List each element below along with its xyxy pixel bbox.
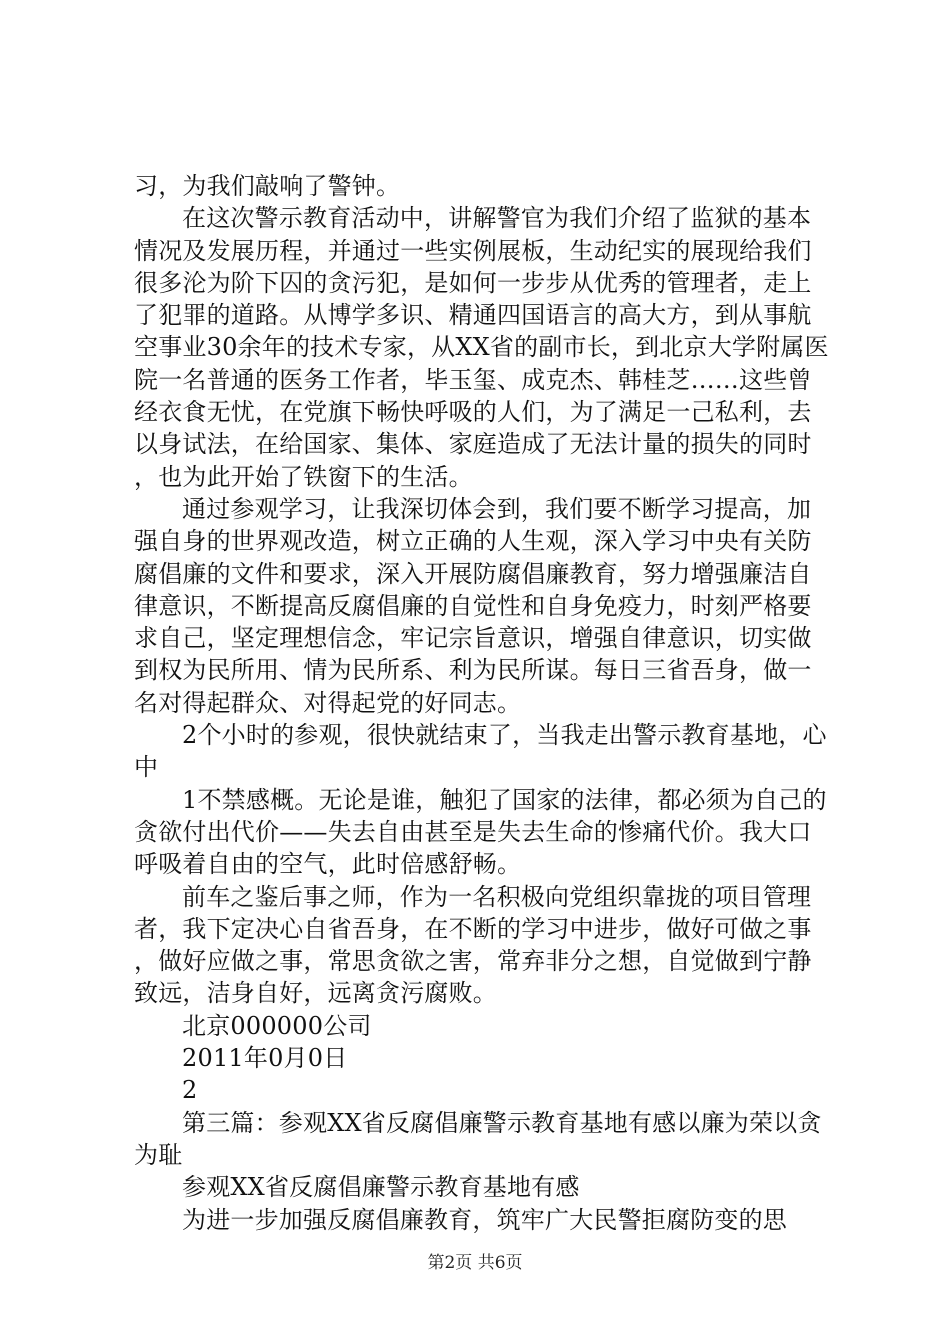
section-number: 2 bbox=[182, 1076, 198, 1105]
paragraph-1: 习，为我们敲响了警钟。 bbox=[134, 172, 401, 200]
section-subheading: 参观XX省反腐倡廉警示教育基地有感 bbox=[182, 1173, 580, 1202]
paragraph-7: 为进一步加强反腐倡廉教育，筑牢广大民警拒腐防变的思 bbox=[182, 1205, 787, 1234]
paragraph-6: 前车之鉴后事之师，作为一名积极向党组织靠拢的项目管理者，我下定决心自省吾身，在不断的学习中进步，做好可做之事，做好应做之事，常思贪欲之害，常弃非分之想，自觉做到宁静致远，洁身自好，远离贪污腐败。 bbox=[134, 882, 812, 1008]
paragraph-3: 通过参观学习，让我深切体会到，我们要不断学习提高，加强自身的世界观改造，树立正确的人生观，深入学习中央有关防腐倡廉的文件和要求，深入开展防腐倡廉教育，努力增强廉洁自律意识，不断提高反腐倡廉的自觉性和自身免疫力，时刻严格要求自己，坚定理想信念，牢记宗旨意识，增强自律意识，切实做到权为民所用、情为民所系、利为民所谋。每日三省吾身，做一名对得起群众、对得起党的好同志。 bbox=[134, 494, 812, 717]
paragraph-2: 在这次警示教育活动中，讲解警官为我们介绍了监狱的基本情况及发展历程，并通过一些实例展板，生动纪实的展现给我们很多沦为阶下囚的贪污犯，是如何一步步从优秀的管理者，走上了犯罪的道路。从博学多识、精通四国语言的高大方，到从事航空事业30余年的技术专家，从XX省的副市长，到北京大学附属医院一名普通的医务工作者，毕玉玺、成克杰、韩桂芝……这些曾经衣食无忧，在党旗下畅快呼吸的人们，为了满足一己私利，去以身试法，在给国家、集体、家庭造成了无法计量的损失的同时，也为此开始了铁窗下的生活。 bbox=[134, 204, 829, 491]
signature-date: 2011年0月0日 bbox=[182, 1044, 348, 1073]
section-heading: 第三篇：参观XX省反腐倡廉警示教育基地有感以廉为荣以贪为耻 bbox=[134, 1108, 822, 1169]
document-body bbox=[134, 170, 834, 1236]
page-footer: 第2页 共6页 bbox=[427, 1253, 523, 1273]
signature-company: 北京000000公司 bbox=[182, 1011, 372, 1040]
paragraph-5: 1不禁感概。无论是谁，触犯了国家的法律，都必须为自己的贪欲付出代价——失去自由甚至是失去生命的惨痛代价。我大口呼吸着自由的空气，此时倍感舒畅。 bbox=[134, 785, 827, 879]
paragraph-4: 2个小时的参观，很快就结束了，当我走出警示教育基地，心中 bbox=[134, 721, 827, 782]
